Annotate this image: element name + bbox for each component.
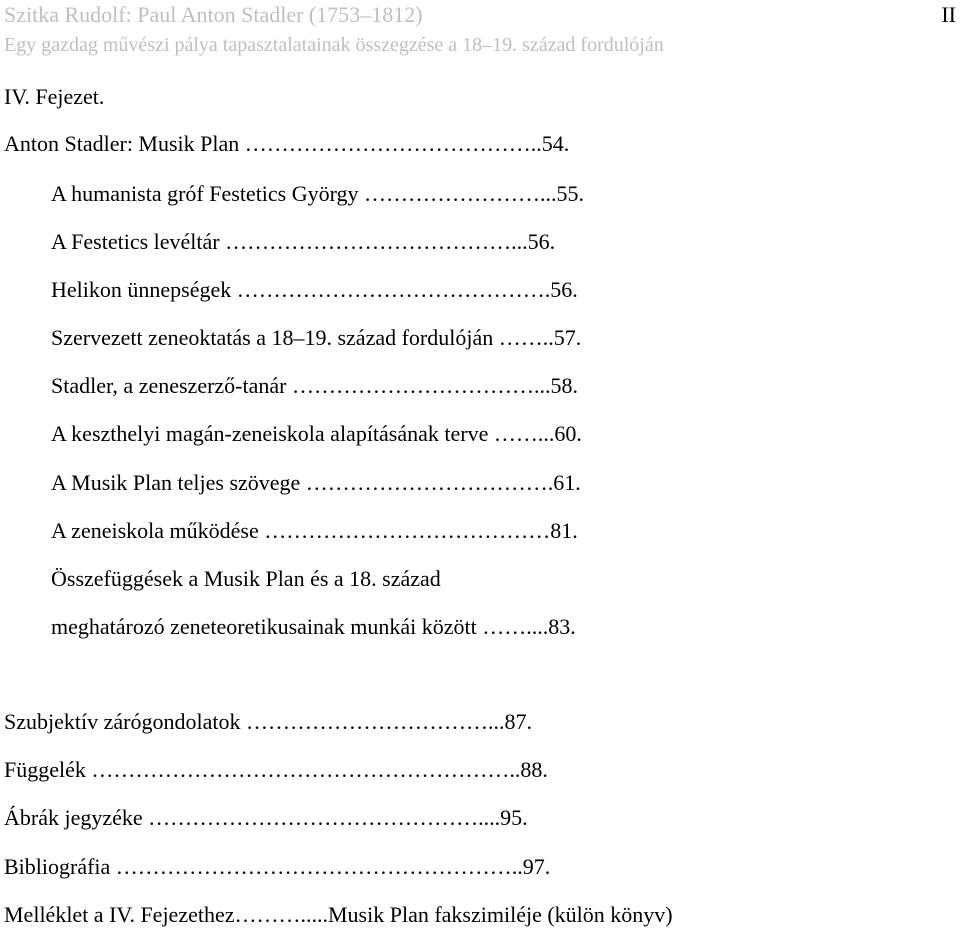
toc-entry: Stadler, a zeneszerző-tanár ……………………………...58. (51, 373, 578, 398)
running-header-title: Szitka Rudolf: Paul Anton Stadler (1753–1812) (4, 2, 423, 27)
toc-entry: Bibliográfia ………………………………………………..97. (4, 854, 551, 879)
toc-entry: Szubjektív zárógondolatok ……………………………...87. (4, 709, 532, 734)
toc-entry: A humanista gróf Festetics György ……………………...55. (51, 181, 585, 206)
chapter-heading: IV. Fejezet. (4, 84, 105, 109)
toc-entry: A Musik Plan teljes szövege …………………………….61. (51, 470, 581, 495)
toc-entry: meghatározó zeneteoretikusainak munkái között ……....83. (51, 614, 576, 639)
toc-entry: Ábrák jegyzéke ………………………………………....95. (4, 805, 528, 830)
toc-entry: A keszthelyi magán-zeneiskola alapításának terve ……...60. (51, 421, 582, 446)
toc-entry: A zeneiskola működése …………………………………81. (51, 518, 578, 543)
toc-entry: Melléklet a IV. Fejezethez……….....Musik Plan fakszimiléje (külön könyv) (4, 902, 673, 927)
toc-entry: Anton Stadler: Musik Plan …………………………………..54. (4, 131, 570, 156)
running-header-subtitle: Egy gazdag művészi pálya tapasztalatainak összegzése a 18–19. század fordulóján (4, 34, 664, 56)
toc-entry: A Festetics levéltár …………………………………...56. (51, 229, 556, 254)
page-number: II (941, 2, 956, 27)
toc-entry: Összefüggések a Musik Plan és a 18. század (51, 566, 441, 591)
toc-entry: Függelék …………………………………………………..88. (4, 757, 548, 782)
toc-entry: Helikon ünnepségek …………………………………….56. (51, 277, 578, 302)
toc-entry: Szervezett zeneoktatás a 18–19. század fordulóján ……..57. (51, 325, 582, 350)
